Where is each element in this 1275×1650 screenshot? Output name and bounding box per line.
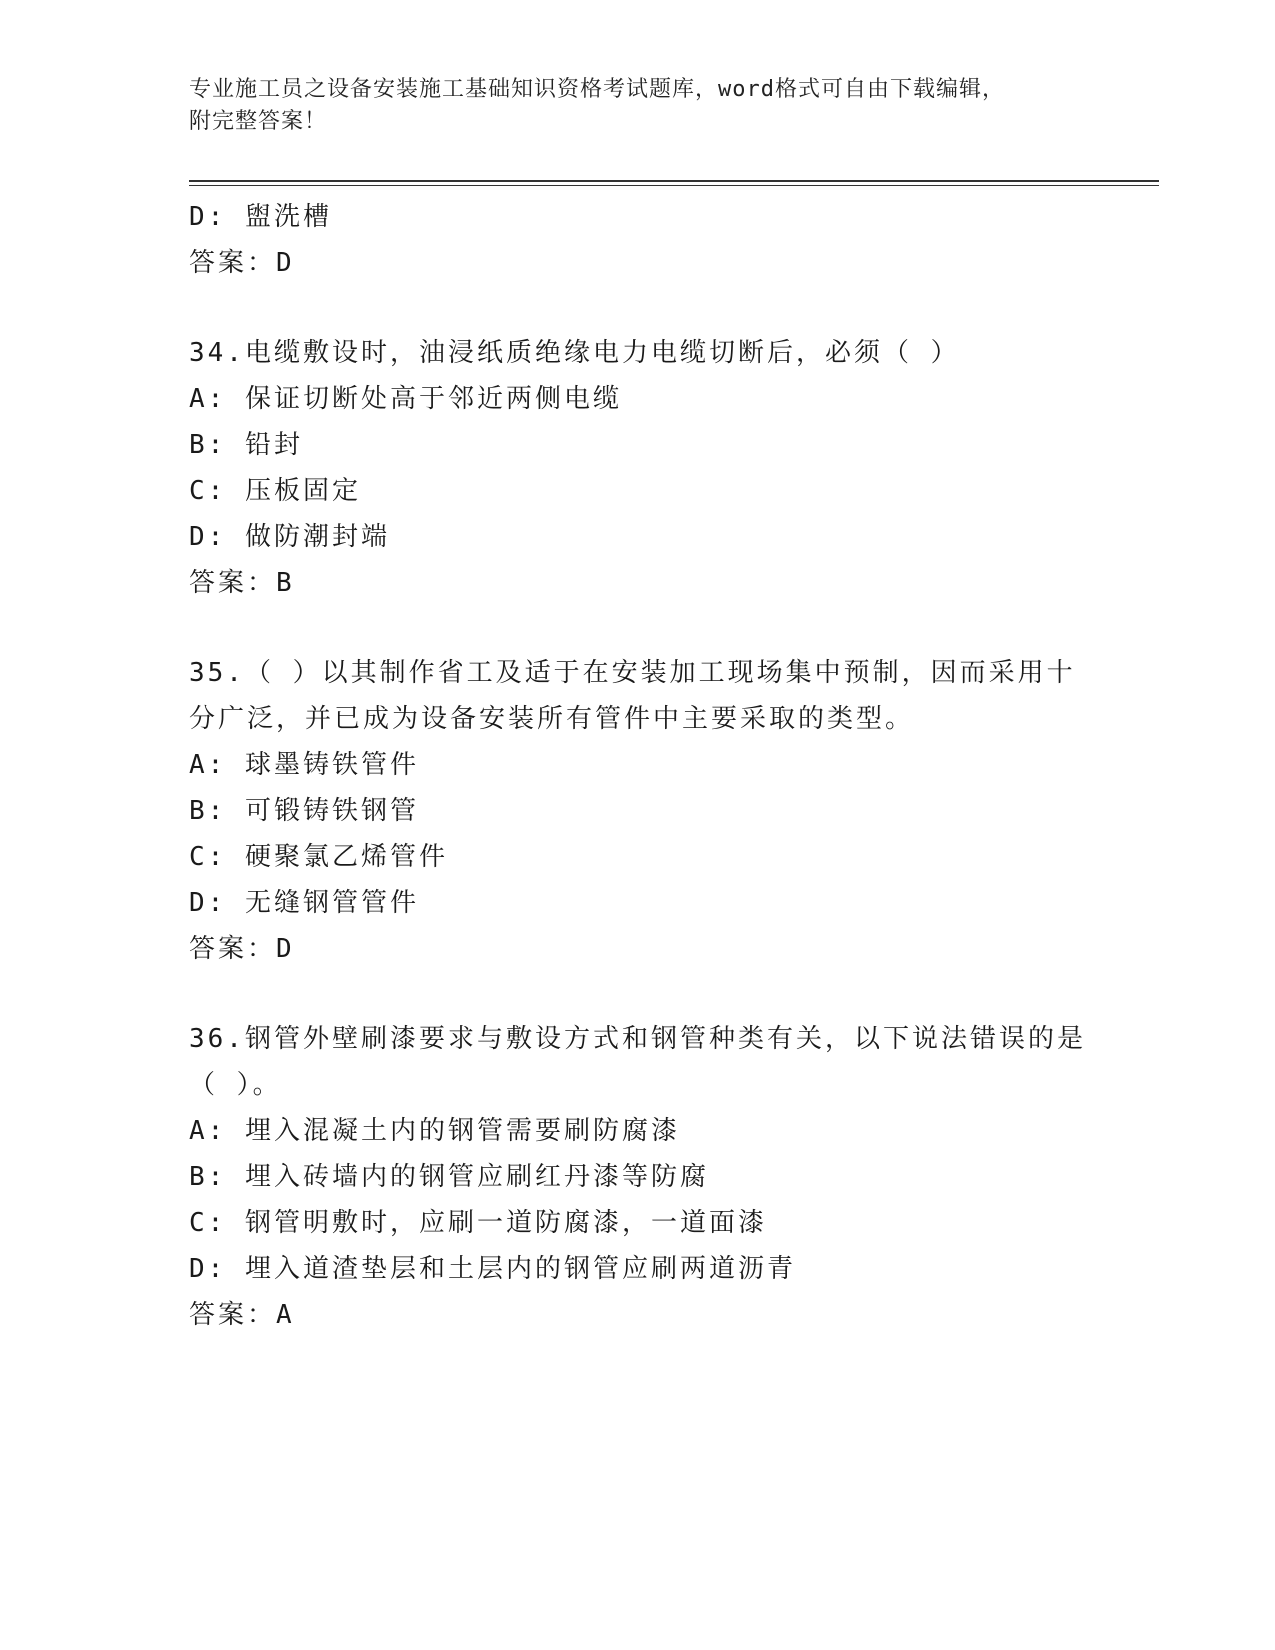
option-a: A: 保证切断处高于邻近两侧电缆 [189, 384, 622, 414]
option-b: B: 埋入砖墙内的钢管应刷红丹漆等防腐 [189, 1162, 709, 1192]
option-b: B: 铅封 [189, 430, 303, 460]
spacer [189, 286, 1089, 330]
header-line-1: 专业施工员之设备安装施工基础知识资格考试题库，word格式可自由下载编辑， [189, 77, 1005, 102]
question-stem-continued: （ ）。 [189, 1070, 282, 1100]
answer-line: 答案：D [189, 934, 295, 964]
spacer [189, 606, 1089, 650]
option-a: A: 球墨铸铁管件 [189, 750, 419, 780]
previous-question-fragment [189, 194, 1089, 286]
header-line-2: 附完整答案！ [189, 109, 328, 134]
question-36 [189, 1016, 1089, 1338]
page-header [189, 74, 1089, 138]
question-stem: 34.电缆敷设时，油浸纸质绝缘电力电缆切断后，必须（ ） [189, 338, 960, 368]
question-35 [189, 650, 1089, 972]
question-34 [189, 330, 1089, 606]
option-d: D: 做防潮封端 [189, 522, 390, 552]
question-list [189, 194, 1089, 1338]
question-stem-continued: 分广泛，并已成为设备安装所有管件中主要采取的类型。 [189, 704, 915, 734]
option-c: C: 压板固定 [189, 476, 361, 506]
question-stem: 36.钢管外壁刷漆要求与敷设方式和钢管种类有关，以下说法错误的是 [189, 1024, 1086, 1054]
option-d: D: 埋入道渣垫层和土层内的钢管应刷两道沥青 [189, 1254, 796, 1284]
option-c: C: 硬聚氯乙烯管件 [189, 842, 448, 872]
option-d: D: 盥洗槽 [189, 202, 332, 232]
option-b: B: 可锻铸铁钢管 [189, 796, 419, 826]
answer-line: 答案：D [189, 248, 295, 278]
spacer [189, 972, 1089, 1016]
question-stem: 35.（ ）以其制作省工及适于在安装加工现场集中预制，因而采用十 [189, 658, 1076, 688]
header-divider [189, 180, 1159, 186]
option-a: A: 埋入混凝土内的钢管需要刷防腐漆 [189, 1116, 680, 1146]
option-d: D: 无缝钢管管件 [189, 888, 419, 918]
answer-line: 答案：B [189, 568, 295, 598]
answer-line: 答案：A [189, 1300, 295, 1330]
option-c: C: 钢管明敷时，应刷一道防腐漆，一道面漆 [189, 1208, 767, 1238]
